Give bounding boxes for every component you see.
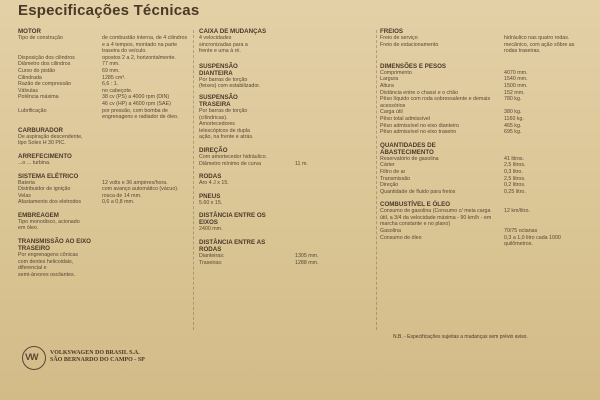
section-heading: CAIXA DE MUDANÇAS bbox=[199, 28, 267, 35]
spec-line: 4 velocidades bbox=[199, 35, 232, 41]
distancia-eixos-text bbox=[199, 226, 377, 233]
spec-label: Com amortecedor hidráulico. bbox=[199, 153, 268, 160]
section-heading: TRANSMISSÃO AO EIXO TRASEIRO bbox=[18, 238, 91, 253]
combustivel-specs bbox=[380, 208, 585, 248]
spec-value: 695 kg. bbox=[504, 129, 522, 136]
spec-value: 780 kg. bbox=[504, 96, 522, 103]
spec-line: De aspiração descendente, bbox=[18, 133, 83, 140]
column-right bbox=[380, 28, 585, 248]
spec-value: opostos 2 a 2, horizontalmente. bbox=[102, 54, 176, 61]
spec-line: Por barras de torção bbox=[199, 76, 248, 83]
section-heading: COMBUSTÍVEL E ÓLEO bbox=[380, 201, 451, 209]
section-heading: DISTÂNCIA ENTRE OS EIXOS bbox=[199, 212, 266, 227]
spec-value: no cabeçote. bbox=[102, 87, 133, 94]
section-heading: ARREFECIMENTO bbox=[18, 152, 72, 160]
spec-label: Tipo de construção bbox=[18, 35, 63, 41]
spec-line: em óleo. bbox=[18, 225, 39, 232]
spec-label: Bateria bbox=[18, 179, 35, 186]
spec-label: Largura bbox=[380, 76, 399, 83]
section-heading: DIREÇÃO bbox=[199, 146, 228, 154]
brand-location: SÃO BERNARDO DO CAMPO - SP bbox=[50, 357, 145, 363]
caixa-text bbox=[199, 35, 377, 55]
brand-block bbox=[50, 350, 145, 364]
spec-value: 6,6 : 1. bbox=[102, 81, 119, 88]
spec-label: Consumo de gasolina (Consumo c/ meia carga útil, a 3/4 da velocidade máxima - 90 km/h - em marcha constante e no plano) bbox=[380, 208, 492, 228]
spec-label: Freio de serviço bbox=[380, 35, 418, 41]
spec-label: Potência máxima bbox=[18, 94, 59, 101]
spec-value: hidráulico nas quatro rodas. bbox=[504, 35, 570, 41]
spec-value: 0,25 litro. bbox=[504, 188, 526, 195]
spec-value: 12 km/litro. bbox=[504, 208, 530, 215]
spec-line: (cilíndricas). bbox=[199, 114, 228, 121]
direcao-specs bbox=[199, 154, 377, 167]
spec-label: Diâmetro mínimo de curva bbox=[199, 160, 262, 167]
spec-label: Afastamento dos eletrodos bbox=[18, 199, 82, 206]
spec-label: Direção bbox=[380, 182, 399, 189]
spec-label: Razão de compressão bbox=[18, 81, 71, 88]
spec-value: 11 m. bbox=[295, 160, 308, 167]
spec-label: Gasolina bbox=[380, 228, 401, 235]
spec-label: Disposição dos cilindros bbox=[18, 54, 75, 61]
column-middle bbox=[199, 28, 377, 266]
suspensao-dianteira-text bbox=[199, 77, 377, 90]
spec-value: 12 volts e 36 ampères/hora. bbox=[102, 179, 168, 186]
section-heading: DIMENSÕES E PESOS bbox=[380, 62, 447, 70]
column-left bbox=[18, 28, 188, 278]
spacer bbox=[380, 55, 585, 63]
spec-label: Traseiras: bbox=[199, 259, 223, 266]
spec-label: Lubrificação bbox=[18, 107, 47, 114]
spec-value: 0,3 a 1,0 litro cada 1000 quilômetros. bbox=[504, 234, 561, 248]
vw-logo-icon bbox=[22, 346, 46, 370]
section-heading: DISTÂNCIA ENTRE AS RODAS bbox=[199, 238, 266, 253]
spec-line: com dentes helicoidais, bbox=[18, 258, 74, 265]
spec-value: 70/75 octanas bbox=[504, 228, 538, 235]
spec-value: 2,5 litros. bbox=[504, 162, 526, 169]
pneus-text bbox=[199, 200, 377, 207]
spec-line: semi-árvores oscilantes. bbox=[18, 271, 76, 278]
section-heading: PNEUS bbox=[199, 192, 221, 200]
motor-specs bbox=[18, 35, 188, 121]
spec-label: Cárter bbox=[380, 162, 395, 169]
section-heading: SUSPENSÃO TRASEIRA bbox=[199, 93, 238, 108]
section-heading: SUSPENSÃO DIANTEIRA bbox=[199, 62, 238, 77]
spec-label: Pêso total admissível bbox=[380, 115, 431, 122]
carburador-text bbox=[18, 134, 188, 147]
spec-value: 1540 mm. bbox=[504, 76, 528, 83]
section-heading: SISTEMA ELÉTRICO bbox=[18, 172, 79, 180]
spec-label: Distância entre o chassi e o chão bbox=[380, 89, 459, 96]
spec-line: 5.60 x 15. bbox=[199, 199, 223, 206]
spec-line: Amortecedores bbox=[199, 121, 235, 128]
spec-line: Aro 4 J x 15. bbox=[199, 180, 229, 187]
spec-value: 77 mm. bbox=[102, 61, 120, 68]
spec-value: 4070 mm. bbox=[504, 69, 528, 76]
spec-label: Pêso líquido com roda sobressalente e demais acessórios bbox=[380, 96, 491, 109]
footnote: N.B. - Especificações sujeitas a mudanças sem prévio aviso. bbox=[393, 334, 528, 340]
spec-label: Velas bbox=[18, 192, 31, 199]
spec-label: Transmissão bbox=[380, 175, 411, 182]
spec-value: 1500 mm. bbox=[504, 82, 528, 89]
spec-line: diferencial e bbox=[18, 265, 47, 272]
spec-label: Reservatório de gasolina bbox=[380, 155, 439, 162]
spec-line: ...o ... turbina. bbox=[18, 159, 51, 166]
section-heading: QUANTIDADES DE ABASTECIMENTO bbox=[380, 141, 436, 156]
embreagem-text bbox=[18, 219, 188, 232]
spec-value: rosca de 14 mm. bbox=[102, 192, 142, 199]
brand-name: VOLKSWAGEN DO BRASIL S.A. bbox=[50, 350, 140, 356]
spec-value: 0,6 a 0,8 mm. bbox=[102, 199, 135, 206]
spec-label: Distribuidor de ignição bbox=[18, 186, 71, 193]
spec-value: 152 mm. bbox=[504, 89, 525, 96]
distancia-rodas-specs bbox=[199, 253, 377, 266]
suspensao-traseira-text bbox=[199, 108, 377, 141]
spec-line: (feixes) com estabilizador. bbox=[199, 83, 261, 90]
spec-value: 69 mm. bbox=[102, 67, 120, 74]
spec-value bbox=[295, 154, 377, 161]
spec-label: Freio de estacionamento bbox=[380, 41, 439, 48]
spec-value: 1285 cm³. bbox=[102, 74, 126, 81]
column-divider bbox=[193, 30, 194, 330]
spec-line: sincronizadas para a bbox=[199, 41, 248, 48]
spec-label: Diâmetro dos cilindros bbox=[18, 61, 71, 68]
section-heading: MOTOR bbox=[18, 28, 41, 35]
section-heading: RODAS bbox=[199, 173, 222, 181]
spec-label: Filtro de ar bbox=[380, 168, 406, 175]
spec-label: Consumo de óleo bbox=[380, 234, 422, 241]
transmissao-text bbox=[18, 252, 188, 278]
quantidades-specs bbox=[380, 156, 585, 196]
spec-value: 1160 kg. bbox=[504, 115, 524, 122]
spec-label: Dianteiras: bbox=[199, 252, 225, 259]
spec-label: Altura bbox=[380, 82, 394, 89]
section-heading: CARBURADOR bbox=[18, 126, 64, 134]
spec-value: 38 cv (PS) a 4000 rpm (DIN) 46 cv (HP) a 4600 rpm (SAE) bbox=[102, 94, 171, 107]
section-heading: EMBREAGEM bbox=[18, 211, 59, 219]
spec-line: 2400 mm. bbox=[199, 226, 223, 233]
spec-line: telescópicos de dupla bbox=[199, 127, 250, 134]
spec-value: com avanço automático (vácuo). bbox=[102, 186, 179, 193]
spec-value: 1288 mm. bbox=[295, 259, 319, 266]
spec-line: Por barras de torção bbox=[199, 107, 248, 114]
spec-line: Tipo monodisco, acionado bbox=[18, 218, 80, 225]
spec-line: tipo Solex H 30 PIC. bbox=[18, 140, 66, 147]
spec-value: 1305 mm. bbox=[295, 252, 319, 259]
spec-label: Cilindrada bbox=[18, 74, 42, 81]
spec-value: por pressão, com bomba de engrenagens e radiador de óleo. bbox=[102, 107, 179, 121]
arrefecimento-text bbox=[18, 160, 188, 167]
spec-label: Comprimento bbox=[380, 69, 412, 76]
spec-value: 380 kg. bbox=[504, 109, 522, 116]
rodas-text bbox=[199, 180, 377, 187]
spec-label: Carga útil bbox=[380, 109, 403, 116]
spec-label: Quantidade de fluido para freios bbox=[380, 188, 456, 195]
spec-label: Válvulas bbox=[18, 87, 39, 94]
spec-value: 41 litros. bbox=[504, 155, 525, 162]
spec-value: de combustão interna, de 4 cilindros e a 4 tempos, montado na parte traseira do veículo. bbox=[102, 35, 188, 55]
page-title: Especificações Técnicas bbox=[18, 2, 200, 19]
spec-value: 0,2 litros. bbox=[504, 182, 526, 189]
freios-specs bbox=[380, 35, 585, 55]
spec-line: Por engrenagens cônicas bbox=[18, 252, 79, 259]
spec-value: mecânico, com ação sôbre as rodas traseiras. bbox=[504, 41, 575, 55]
spec-value: 2,5 litros. bbox=[504, 175, 526, 182]
spec-line: frente e uma à ré. bbox=[199, 48, 241, 55]
section-heading: FREIOS bbox=[380, 28, 404, 35]
spec-label: Curso do pistão bbox=[18, 67, 56, 74]
spec-value: 0,3 litro. bbox=[504, 168, 523, 175]
spacer bbox=[199, 55, 377, 63]
dimensoes-specs bbox=[380, 70, 585, 136]
spec-label: Pêso admissível no eixo traseiro bbox=[380, 129, 457, 136]
sistema-specs bbox=[18, 180, 188, 206]
spec-label: Pêso admissível no eixo dianteiro bbox=[380, 122, 459, 129]
spec-value: 465 kg. bbox=[504, 122, 522, 129]
spec-line: ação, na frente e atrás. bbox=[199, 134, 254, 141]
